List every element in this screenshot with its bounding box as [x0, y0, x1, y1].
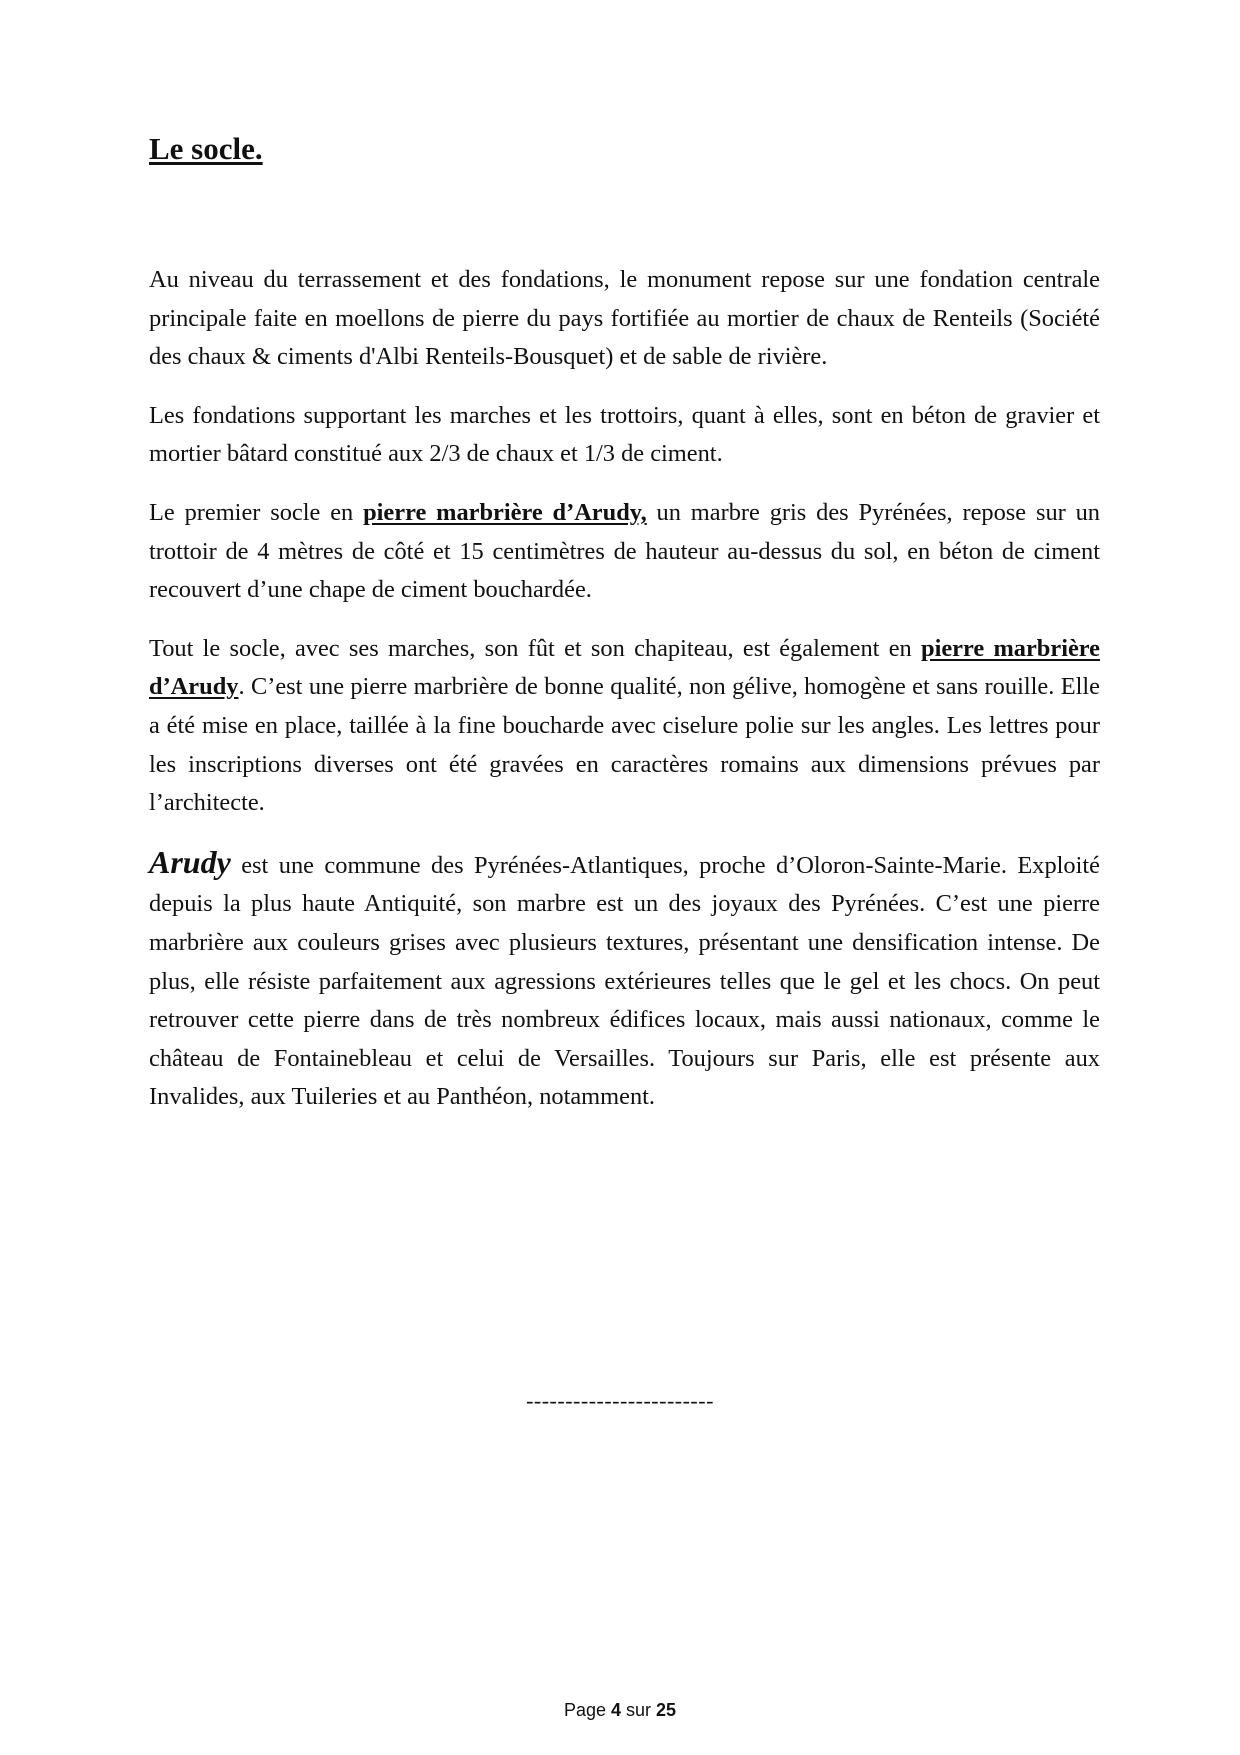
paragraph-text: est une commune des Pyrénées-Atlantiques, proche d’Oloron-Sainte-Marie. Exploité depuis la plus haute Antiquité, son marbre est un des joyaux des Pyrénées. C’est une pierre marbrière aux couleurs grises avec plusieurs textures, présentant une densification intense. De plus, elle résiste parfaitement aux agressions extérieures telles que le gel et les chocs. On peut retrouver cette pierre dans de très nombreux édifices locaux, mais aussi nationaux, comme le château de Fontainebleau et celui de Versailles. Toujours sur Paris, elle est présente aux Invalides, aux Tuileries et au Panthéon, notamment.: [149, 851, 1100, 1111]
page-footer: [0, 1700, 1240, 1721]
paragraph-first-socle: [149, 494, 1100, 610]
paragraph-arudy: [149, 843, 1100, 1117]
paragraph-text: Le premier socle en: [149, 498, 364, 526]
total-pages-number: 25: [656, 1700, 677, 1720]
section-title: Le socle.: [149, 131, 263, 166]
emphasis-pierre-arudy: pierre marbrière d’Arudy,: [363, 498, 647, 526]
of-label: sur: [621, 1700, 657, 1720]
body-text: [149, 261, 1100, 1137]
current-page-number: 4: [610, 1700, 621, 1720]
paragraph-text: un marbre gris des Pyrénées, repose sur un trottoir de 4 mètres de côté et 15 centimètres de hauteur au-dessus du sol, en béton de ciment recouvert d’une chape de ciment bouchardée.: [149, 498, 1100, 604]
paragraph-foundations: Au niveau du terrassement et des fondations, le monument repose sur une fondation centrale principale faite en moellons de pierre du pays fortifiée au mortier de chaux de Renteils (Société des chaux & ciments d'Albi Renteils-Bousquet) et de sable de rivière.: [149, 266, 1100, 371]
paragraph-text: Tout le socle, avec ses marches, son fût et son chapiteau, est également en: [149, 634, 921, 662]
paragraph-steps-foundations: Les fondations supportant les marches et les trottoirs, quant à elles, sont en béton de gravier et mortier bâtard constitué aux 2/3 de chaux et 1/3 de ciment.: [149, 401, 1100, 468]
section-separator: ------------------------: [526, 1388, 714, 1413]
page-label: Page: [563, 1700, 611, 1720]
emphasis-pierre-arudy: pierre marbrière d’Arudy: [149, 634, 1101, 701]
paragraph-text: . C’est une pierre marbrière de bonne qualité, non gélive, homogène et sans rouille. Elle a été mise en place, taillée à la fine boucharde avec ciselure polie sur les angles. Les lettres pour les inscriptions diverses ont été gravées en caractères romains aux dimensions prévues par l’architecte.: [149, 673, 1100, 817]
paragraph-whole-socle: [149, 630, 1100, 823]
lead-word-arudy: Arudy: [149, 843, 231, 880]
